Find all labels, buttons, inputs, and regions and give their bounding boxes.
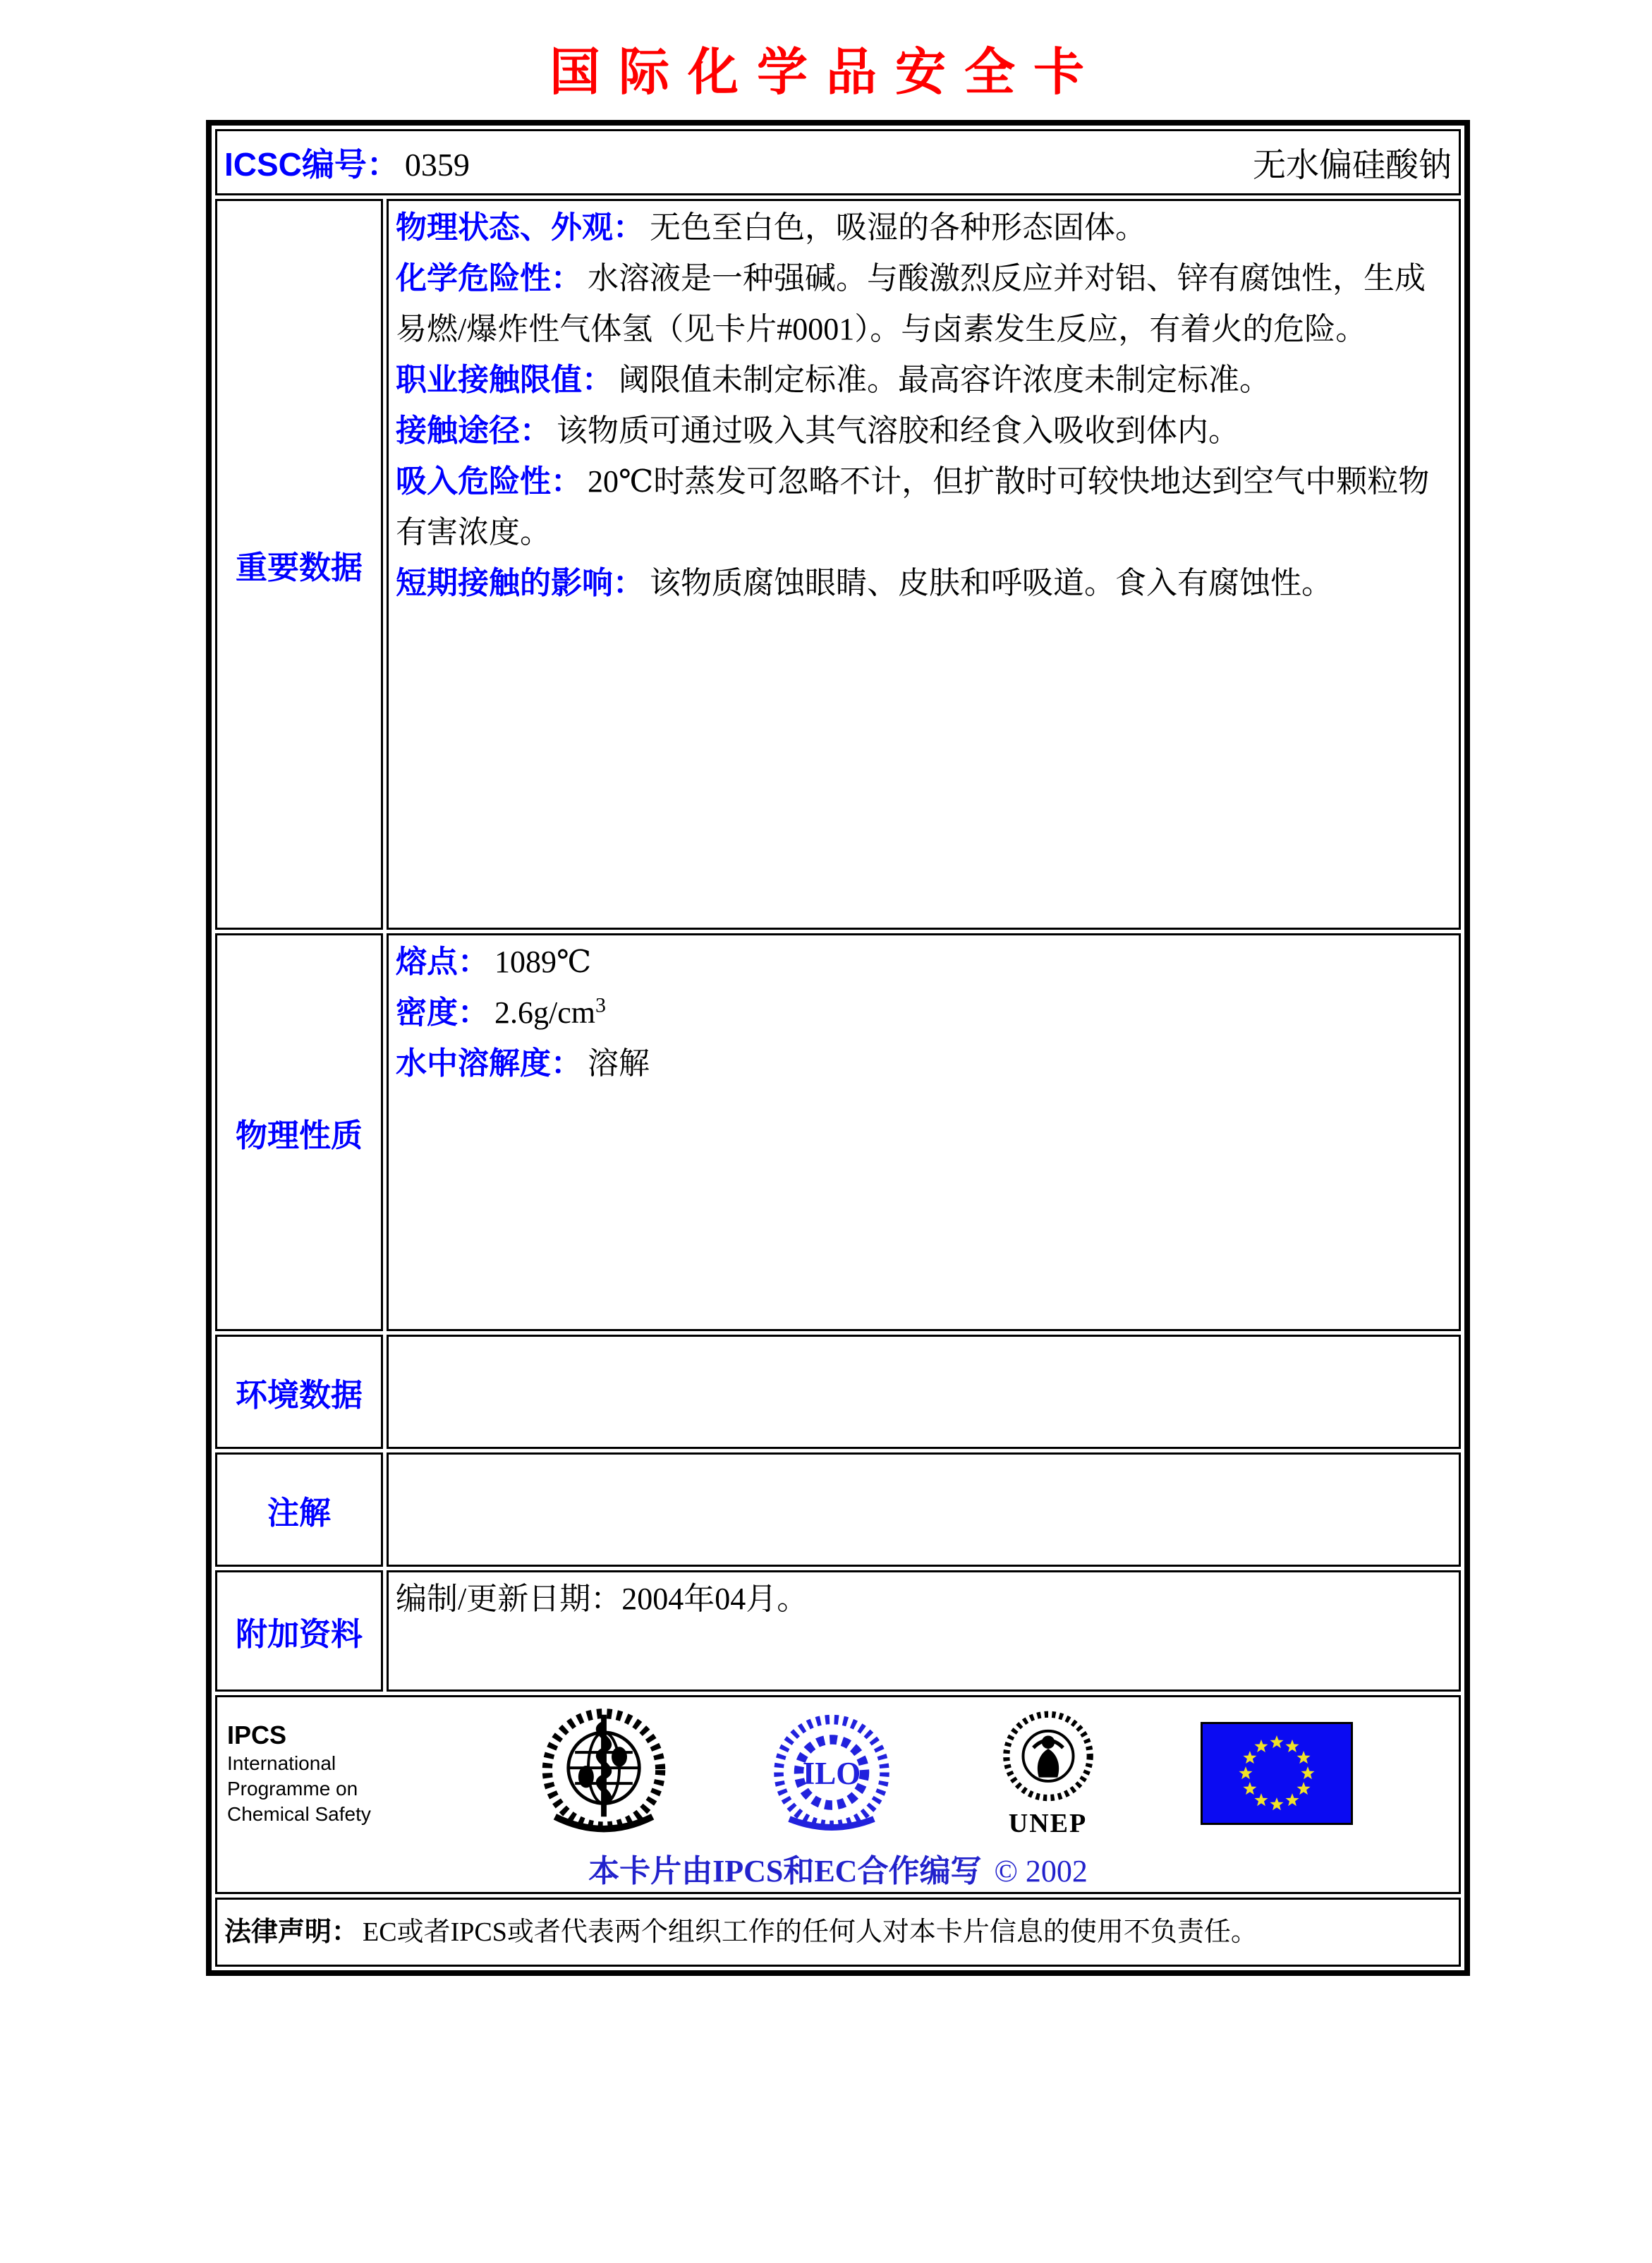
- who-emblem-icon: [536, 1704, 672, 1843]
- notes-row: [215, 1452, 1461, 1567]
- header-row: [215, 129, 1461, 195]
- ilo-letters: ILO: [802, 1756, 861, 1791]
- section-label-important-data: 重要数据: [215, 199, 383, 930]
- environmental-data-content: [387, 1335, 1461, 1449]
- legal-cell: [215, 1898, 1461, 1967]
- copyright-text: © 2002: [994, 1854, 1088, 1888]
- item-label: 化学危险性：: [396, 261, 582, 296]
- item-text: 2.6g/cm: [494, 995, 595, 1030]
- chemical-name: 无水偏硅酸钠: [1253, 147, 1452, 184]
- legal-label: 法律声明：: [224, 1917, 359, 1947]
- ipcs-line-2: Programme on: [227, 1778, 358, 1800]
- important-item-inhalation-risk: [396, 456, 1452, 558]
- item-label: 短期接触的影响：: [396, 566, 644, 600]
- logos-cell: [215, 1695, 1461, 1894]
- ipcs-line-1: International: [227, 1752, 336, 1774]
- notes-content: [387, 1452, 1461, 1567]
- additional-info-content: 编制/更新日期：2004年04月。: [387, 1570, 1461, 1692]
- environmental-data-row: [215, 1335, 1461, 1449]
- ilo-emblem-icon: [768, 1706, 895, 1841]
- icsc-number-label: ICSC编号：: [224, 146, 399, 183]
- ipcs-text-block: [227, 1720, 439, 1827]
- important-item-physical-state: [396, 202, 1452, 253]
- important-data-content: [387, 199, 1461, 930]
- important-item-exposure-routes: [396, 406, 1452, 456]
- header-cell: [215, 129, 1461, 195]
- item-label: 接触途径：: [396, 413, 551, 448]
- section-label-additional-info: 附加资料: [215, 1570, 383, 1692]
- legal-text: EC或者IPCS或者代表两个组织工作的任何人对本卡片信息的使用不负责任。: [363, 1917, 1258, 1947]
- unep-block: [992, 1708, 1104, 1839]
- important-item-exposure-limits: [396, 355, 1452, 406]
- item-text: 阈限值未制定标准。最高容许浓度未制定标准。: [619, 363, 1270, 397]
- icsc-card-table: [206, 120, 1470, 1976]
- item-text: 水溶液是一种强碱。与酸激烈反应并对铝、锌有腐蚀性，生成易燃/爆炸性气体氢（见卡片#0001）。与卤素发生反应，有着火的危险。: [396, 261, 1426, 346]
- physical-item-water-solubility: [396, 1038, 1452, 1089]
- ipcs-line-3: Chemical Safety: [227, 1803, 371, 1825]
- item-label: 职业接触限值：: [396, 363, 613, 397]
- physical-properties-content: [387, 933, 1461, 1331]
- item-label: 吸入危险性：: [396, 464, 582, 499]
- item-label: 水中溶解度：: [396, 1046, 582, 1081]
- physical-properties-row: [215, 933, 1461, 1331]
- section-label-notes: 注解: [215, 1452, 383, 1567]
- item-text: 溶解: [588, 1046, 650, 1081]
- density-superscript: 3: [595, 993, 606, 1017]
- physical-item-density: [396, 988, 1452, 1038]
- item-text: 1089℃: [494, 945, 592, 979]
- item-text: 20℃时蒸发可忽略不计，但扩散时可较快地达到空气中颗粒物有害浓度。: [396, 464, 1430, 550]
- item-label: 物理状态、外观：: [396, 210, 644, 245]
- page-title: 国际化学品安全卡: [549, 42, 1103, 102]
- important-item-chemical-danger: [396, 253, 1452, 355]
- important-item-short-term-effects: [396, 558, 1452, 609]
- icsc-number-group: [224, 139, 470, 186]
- legal-row: [215, 1898, 1461, 1967]
- section-label-physical-properties: 物理性质: [215, 933, 383, 1331]
- important-data-row: [215, 199, 1461, 930]
- item-text: 无色至白色，吸湿的各种形态固体。: [650, 210, 1146, 245]
- ipcs-name: IPCS: [227, 1721, 287, 1749]
- section-label-environmental-data: 环境数据: [215, 1335, 383, 1449]
- item-text: 该物质可通过吸入其气溶胶和经食入吸收到体内。: [557, 413, 1239, 448]
- icsc-number-value: 0359: [404, 147, 470, 183]
- physical-item-melting-point: [396, 937, 1452, 988]
- item-label: 密度：: [396, 995, 489, 1030]
- logos-strip: [224, 1699, 1452, 1843]
- credit-text: 本卡片由IPCS和EC合作编写: [588, 1854, 982, 1888]
- unep-label: UNEP: [1008, 1809, 1088, 1838]
- item-label: 熔点：: [396, 945, 489, 979]
- credit-line: [224, 1845, 1452, 1891]
- unep-emblem-icon: [992, 1708, 1104, 1814]
- logos-row: [215, 1695, 1461, 1894]
- eu-flag-icon: [1201, 1722, 1353, 1825]
- item-text: 该物质腐蚀眼睛、皮肤和呼吸道。食入有腐蚀性。: [650, 566, 1332, 600]
- additional-info-row: [215, 1570, 1461, 1692]
